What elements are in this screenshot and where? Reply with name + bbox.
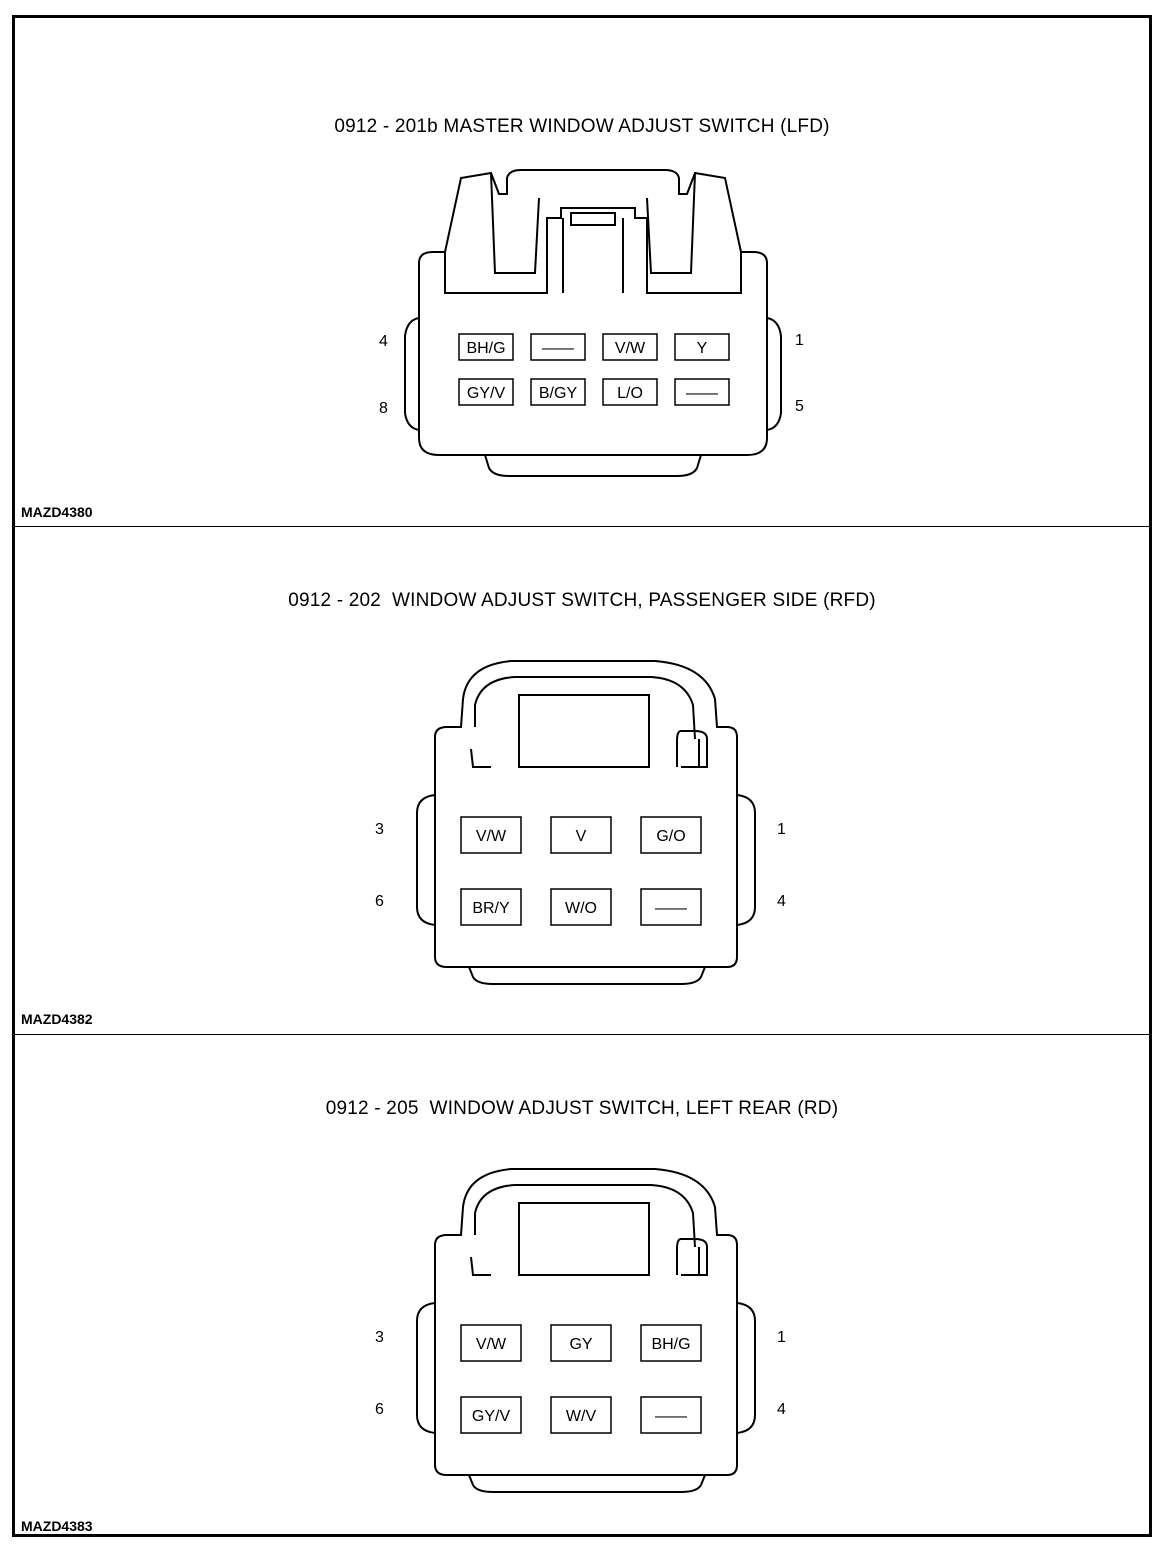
cavity-pin — [531, 334, 585, 360]
pin-number-bottom-left: 6 — [375, 893, 384, 910]
wire-color-label: —— — [542, 340, 574, 357]
wire-color-label: V/W — [475, 828, 507, 845]
cavity-pin — [641, 1397, 701, 1433]
wire-color-label: —— — [686, 385, 718, 402]
pin-number-bottom-left: 8 — [379, 400, 388, 417]
connector-title: 0912 - 205 WINDOW ADJUST SWITCH, LEFT REAR (RD) — [325, 1098, 839, 1119]
cavity-pin — [675, 379, 729, 405]
cavity-pin — [641, 817, 701, 853]
connector-202-diagram — [15, 527, 1155, 1034]
wire-color-label: GY/V — [471, 1408, 511, 1425]
connector-title: 0912 - 202 WINDOW ADJUST SWITCH, PASSENGER SIDE (RFD) — [288, 590, 876, 611]
pin-number-bottom-right: 4 — [777, 893, 786, 910]
wire-color-label: —— — [655, 1408, 687, 1425]
connector-panel-2 — [15, 527, 1149, 1034]
wire-color-label: V/W — [475, 1336, 507, 1353]
connector-panel-3 — [15, 1035, 1149, 1537]
cavity-pin — [641, 889, 701, 925]
pin-number-top-left: 3 — [375, 821, 384, 838]
cavity-pin — [461, 817, 521, 853]
wire-color-label: G/O — [656, 828, 686, 845]
connector-title: 0912 - 201b MASTER WINDOW ADJUST SWITCH (LFD) — [334, 116, 830, 137]
cavity-pin — [551, 889, 611, 925]
cavity-pin — [461, 1397, 521, 1433]
wire-color-label: BH/G — [466, 340, 506, 357]
cavity-grid — [459, 334, 729, 405]
pin-number-bottom-right: 4 — [777, 1401, 786, 1418]
wire-color-label: L/O — [617, 385, 643, 402]
pin-number-top-left: 3 — [375, 1329, 384, 1346]
connector-panel-1 — [15, 18, 1149, 526]
cavity-pin — [551, 1325, 611, 1361]
wire-color-label: Y — [696, 340, 708, 357]
connector-205-diagram — [15, 1035, 1155, 1537]
wire-color-label: GY — [569, 1336, 593, 1353]
wire-color-label: B/GY — [538, 385, 578, 402]
cavity-grid — [461, 817, 701, 925]
figure-code: MAZD4382 — [21, 1011, 93, 1027]
wire-color-label: W/V — [565, 1408, 597, 1425]
wire-color-label: V — [575, 828, 587, 845]
pin-number-top-right: 1 — [777, 1329, 786, 1346]
cavity-pin — [603, 334, 657, 360]
wire-color-label: BH/G — [651, 1336, 691, 1353]
cavity-pin — [603, 379, 657, 405]
cavity-pin — [641, 1325, 701, 1361]
pin-number-bottom-right: 5 — [795, 398, 804, 415]
cavity-pin — [459, 379, 513, 405]
wire-color-label: —— — [655, 900, 687, 917]
cavity-grid — [461, 1325, 701, 1433]
cavity-pin — [675, 334, 729, 360]
cavity-pin — [551, 1397, 611, 1433]
pin-number-top-right: 1 — [795, 332, 804, 349]
cavity-pin — [531, 379, 585, 405]
pin-number-bottom-left: 6 — [375, 1401, 384, 1418]
wire-color-label: BR/Y — [472, 900, 510, 917]
cavity-pin — [461, 1325, 521, 1361]
cavity-pin — [551, 817, 611, 853]
pin-number-top-right: 1 — [777, 821, 786, 838]
diagram-frame — [12, 15, 1152, 1537]
wire-color-label: V/W — [614, 340, 646, 357]
wire-color-label: GY/V — [466, 385, 506, 402]
cavity-pin — [461, 889, 521, 925]
connector-201b-diagram — [15, 18, 1155, 526]
cavity-pin — [459, 334, 513, 360]
pin-number-top-left: 4 — [379, 333, 388, 350]
figure-code: MAZD4383 — [21, 1518, 93, 1534]
figure-code: MAZD4380 — [21, 504, 93, 520]
wire-color-label: W/O — [565, 900, 597, 917]
